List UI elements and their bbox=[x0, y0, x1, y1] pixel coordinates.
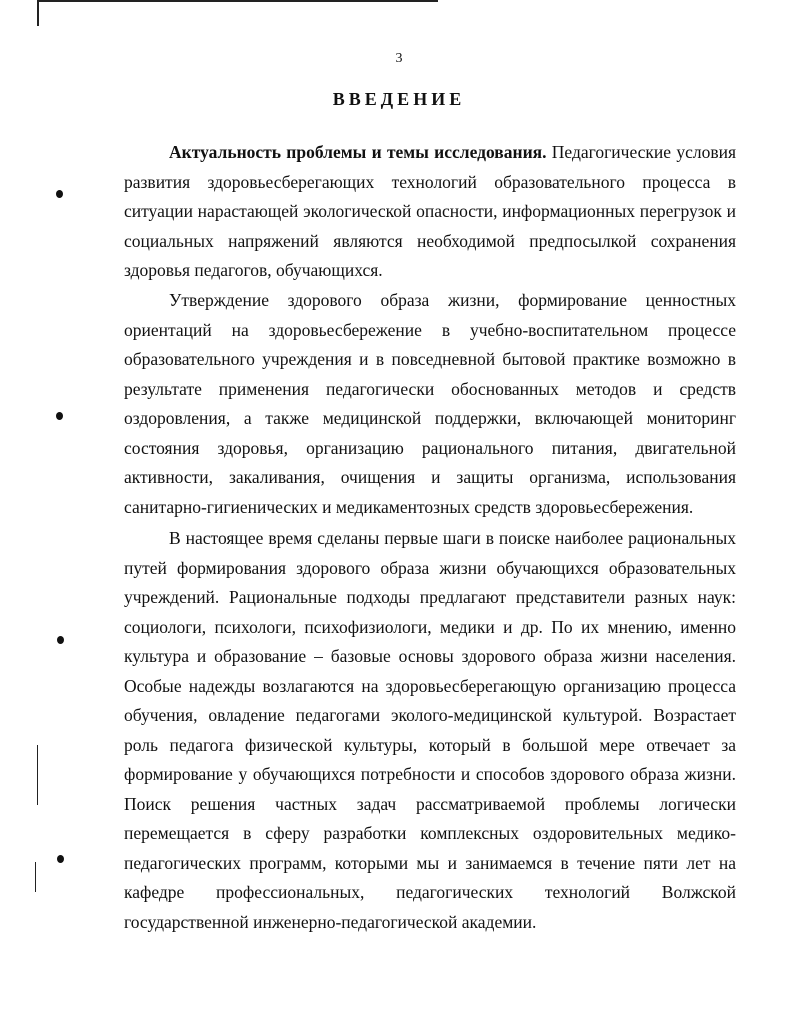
paragraph-lead: Актуальность проблемы и темы исследования. bbox=[169, 142, 547, 162]
paragraph-text: Утверждение здорового образа жизни, формирование ценностных ориентаций на здоровьесбережение в учебно-воспитательном процессе образовательного учреждения и в повседневной бытовой практике возможно в результате применения педагогически обоснованных методов и средств оздоровления, а также медицинской поддержки, включающей мониторинг состояния здоровья, организацию рационального питания, двигательной активности, закаливания, очищения и защиты организма, использования санитарно-гигиенических и медикаментозных средств здоровьесбережения. bbox=[124, 290, 736, 517]
scan-margin-line bbox=[35, 862, 36, 892]
binding-hole bbox=[57, 855, 64, 863]
paragraph-text: Педагогические условия развития здоровьесберегающих технологий образовательного процесса в ситуации нарастающей экологической опасности, информационных перегрузок и социальных напряжений являются необходимой предпосылкой сохранения здоровья педагогов, обучающихся. bbox=[124, 142, 737, 280]
paragraph-1 bbox=[124, 138, 736, 286]
paragraph-3 bbox=[124, 524, 736, 937]
binding-hole bbox=[56, 412, 63, 420]
binding-hole bbox=[57, 636, 64, 644]
page-title: ВВЕДЕНИЕ bbox=[332, 89, 466, 109]
scan-margin-line bbox=[37, 745, 38, 805]
binding-hole bbox=[56, 190, 63, 198]
paragraph-text: В настоящее время сделаны первые шаги в поиске наиболее рациональных путей формирования здорового образа жизни обучающихся образовательных учреждений. Рациональные подходы предлагают представители разных наук: социологи, психологи, психофизиологи, медики и др. По их мнению, именно культура и образование – базовые основы здорового образа жизни населения. Особые надежды возлагаются на здоровьесберегающую организацию процесса обучения, овладение педагогами эколого-медицинской культурой. Возрастает роль педагога физической культуры, который в большой мере отвечает за формирование у обучающихся потребности и способов здорового образа жизни. Поиск решения частных задач рассматриваемой проблемы логически перемещается в сферу разработки комплексных оздоровительных медико-педагогических программ, которыми мы и занимаемся в течение пяти лет на кафедре профессиональных, педагогических технологий Волжской государственной инженерно-педагогической академии. bbox=[124, 528, 736, 932]
paragraph-2 bbox=[124, 286, 736, 522]
page-number: 3 bbox=[395, 51, 403, 66]
scan-border-top bbox=[38, 0, 438, 2]
scan-border-left bbox=[37, 0, 39, 26]
